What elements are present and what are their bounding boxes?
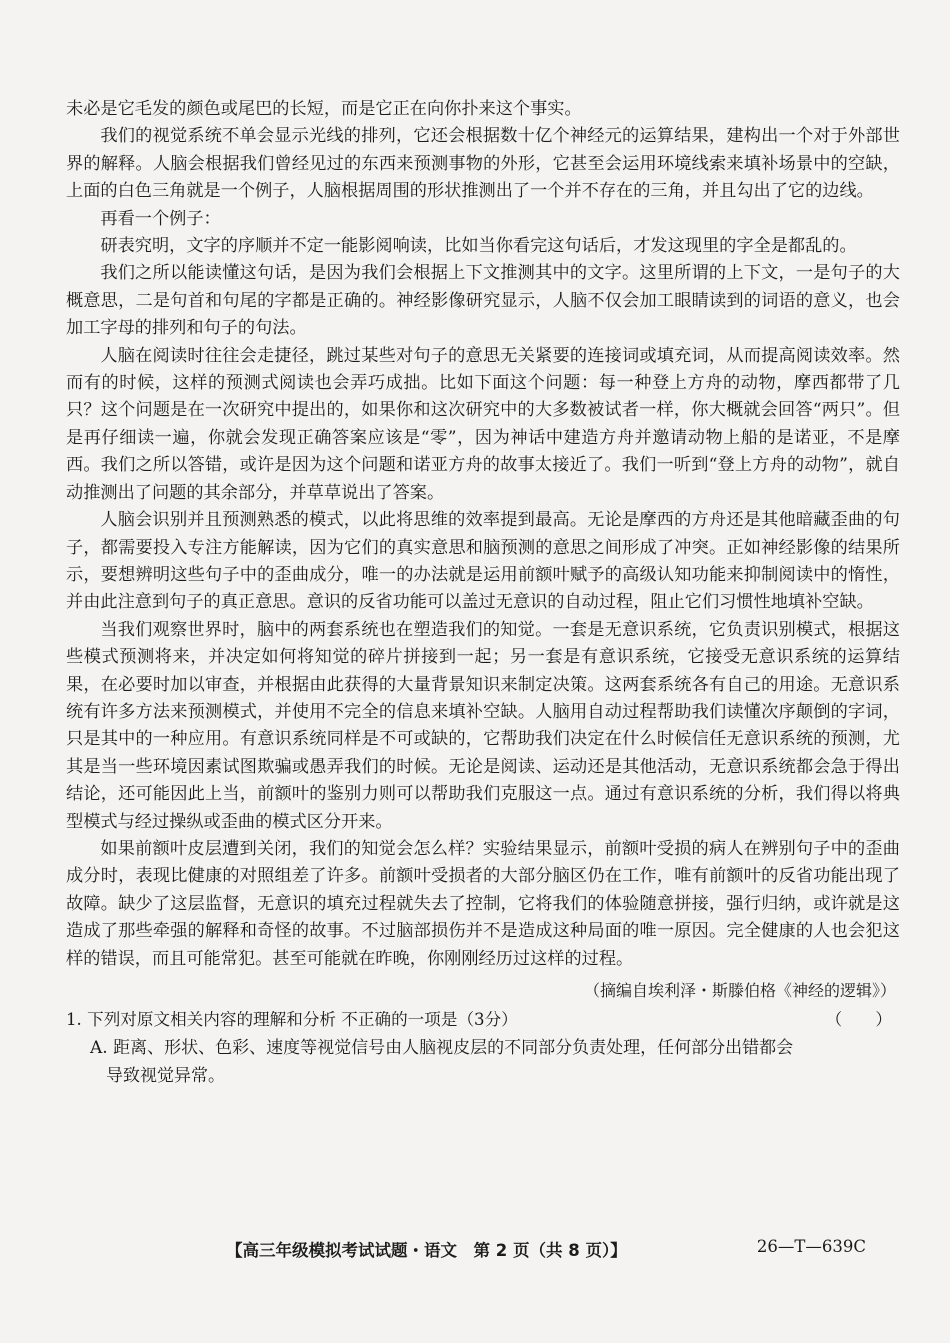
- paragraph: 未必是它毛发的颜色或尾巴的长短，而是它正在向你扑来这个事实。: [66, 99, 582, 119]
- option-a-line1: A. 距离、形状、色彩、速度等视觉信号由人脑视皮层的不同部分负责处理，任何部分出错都会: [90, 1038, 794, 1058]
- paragraph: 我们之所以能读懂这句话，是因为我们会根据上下文推测其中的文字。这里所谓的上下文，一是句子的大概意思，二是句首和句尾的字都是正确的。神经影像研究显示，人脑不仅会加工眼睛读到的词语的意义，也会加工字母的排列和句子的句法。: [66, 263, 900, 339]
- paragraph: 人脑会识别并且预测熟悉的模式，以此将思维的效率提到最高。无论是摩西的方舟还是其他暗藏歪曲的句子，都需要投入专注方能解读，因为它们的真实意思和脑预测的意思之间形成了冲突。正如神经影像的结果所示，要想辨明这些句子中的歪曲成分，唯一的办法就是运用前额叶赋予的高级认知功能来抑制阅读中的惰性，并由此注意到句子的真正意思。意识的反省功能可以盖过无意识的自动过程，阻止它们习惯性地填补空缺。: [66, 510, 900, 613]
- answer-blank: （ ）: [825, 1010, 892, 1029]
- question-text: 1. 下列对原文相关内容的理解和分析 不正确的一项是（3分）: [66, 1010, 518, 1029]
- source-citation: （摘编自埃利泽・斯滕伯格《神经的逻辑》）: [583, 981, 896, 1000]
- paragraph: 研表究明，文字的序顺并不定一能影阅响读，比如当你看完这句话后，才发这现里的字全是都乱的。: [100, 236, 857, 257]
- article: [66, 96, 900, 1090]
- paragraph: 人脑在阅读时往往会走捷径，跳过某些对句子的意思无关紧要的连接词或填充词，从而提高阅读效率。然而有的时候，这样的预测式阅读也会弄巧成拙。比如下面这个问题：每一种登上方舟的动物，摩西都带了几只？这个问题是在一次研究中提出的，如果你和这次研究中的大多数被试者一样，你大概就会回答“两只”。但是再仔细读一遍，你就会发现正确答案应该是“零”，因为神话中建造方舟并邀请动物上船的是诺亚，不是摩西。我们之所以答错，或许是因为这个问题和诺亚方舟的故事太接近了。我们一听到“登上方舟的动物”，就自动推测出了问题的其余部分，并草草说出了答案。: [66, 345, 900, 503]
- option-a: [66, 1034, 900, 1090]
- question-stem: [66, 1006, 900, 1034]
- option-a-line2: 导致视觉异常。: [106, 1066, 225, 1086]
- paragraph: 当我们观察世界时，脑中的两套系统也在塑造我们的知觉。一套是无意识系统，它负责识别模式，根据这些模式预测将来，并决定如何将知觉的碎片拼接到一起；另一套是有意识系统，它接受无意识系统的运算结果，在必要时加以审查，并根据由此获得的大量背景知识来制定决策。这两套系统各有自己的用途。无意识系统有许多方法来预测模式，并使用不完全的信息来填补空缺。人脑用自动过程帮助我们读懂次序颠倒的字词，只是其中的一种应用。有意识系统同样是不可或缺的，它帮助我们决定在什么时候信任无意识系统的预测，尤其是当一些环境因素试图欺骗或愚弄我们的时候。无论是阅读、运动还是其他活动，无意识系统都会急于得出结论，还可能因此上当，前额叶的鉴别力则可以帮助我们克服这一点。通过有意识系统的分析，我们得以将典型模式与经过操纵或歪曲的模式区分开来。: [66, 619, 900, 832]
- footer-title: 【高三年级模拟考试试题・语文 第 2 页（共 8 页）】: [226, 1241, 627, 1260]
- paragraph: 如果前额叶皮层遭到关闭，我们的知觉会怎么样？实验结果显示，前额叶受损的病人在辨别句子中的歪曲成分时，表现比健康的对照组差了许多。前额叶受损者的大部分脑区仍在工作，唯有前额叶的反省功能出现了故障。缺少了这层监督，无意识的填充过程就失去了控制，它将我们的体验随意拼接，强行归纳，或许就是这造成了那些牵强的解释和奇怪的故事。不过脑部损伤并不是造成这种局面的唯一原因。完全健康的人也会犯这样的错误，而且可能常犯。甚至可能就在昨晚，你刚刚经历过这样的过程。: [66, 838, 900, 969]
- page-footer: [226, 1237, 866, 1261]
- paragraph: 再看一个例子：: [100, 208, 221, 229]
- footer-code: 26—T—639C: [756, 1237, 866, 1256]
- paragraph: 我们的视觉系统不单会显示光线的排列，它还会根据数十亿个神经元的运算结果，建构出一个对于外部世界的解释。人脑会根据我们曾经见过的东西来预测事物的外形，它甚至会运用环境线索来填补场景中的空缺，上面的白色三角就是一个例子，人脑根据周围的形状推测出了一个并不存在的三角，并且勾出了它的边线。: [66, 126, 900, 202]
